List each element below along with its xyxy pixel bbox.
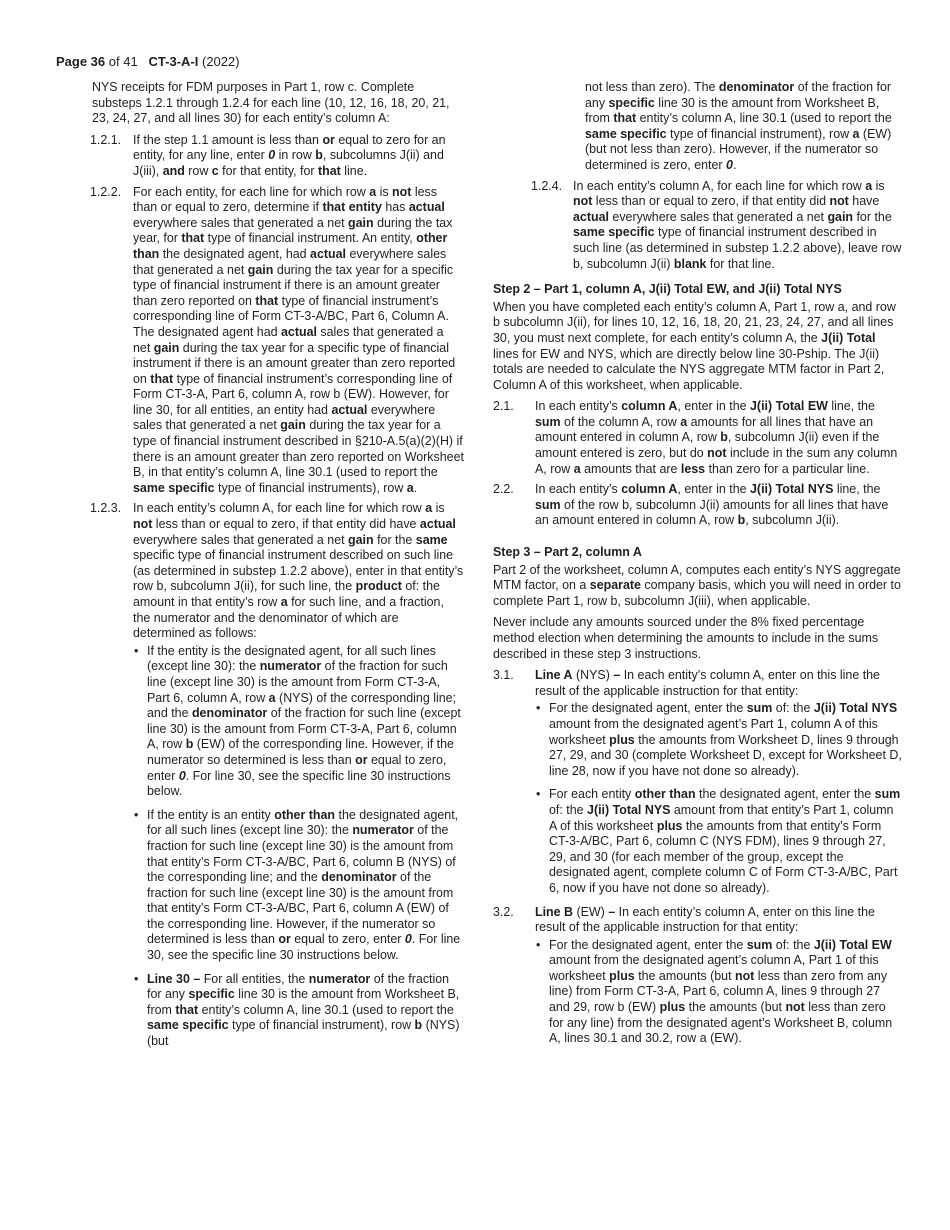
form-year: (2022) [198, 54, 240, 69]
step-2-1: 2.1. In each entity’s column A, enter in the J(ii) Total EW line, the sum of the column A, row a amounts for all lines that have an amount entered in column A, row b, subcolumn J(ii) even if the amount entered is zero, but do not include in the sum any column A, row a amounts that are less than zero for a particular line. [493, 399, 898, 476]
page-header [56, 54, 240, 70]
substep-number: 1.2.2. [90, 184, 122, 199]
step-3-heading: Step 3 – Part 2, column A [493, 545, 642, 560]
step-number: 2.1. [493, 399, 514, 414]
substep-1-2-3: 1.2.3. In each entity’s column A, for each line for which row a is not less than or equal to zero, if that entity did have actual everywhere sales that generated a net gain for the same specific type of financial instrument described on such line (as determined in substep 1.2.2 above), enter in that entity’s row b, subcolumn J(ii), for such line, the product of: the amount in that entity’s row a for such line, and a fraction, the numerator and the denominator of which are determined as follows: • If the entity is the designated agent, for all such lines (except line 30): the numerator of the fraction for such line (except line 30) is the amount from Form CT-3-A, Part 6, column A, row a (NYS) of the corresponding line; and the denominator of the fraction for such line (except line 30) is the amount from Form CT-3-A, Part 6, column A, row b (EW) of the corresponding line. However, if the numerator so determined is less than or equal to zero, enter 0. For line 30, see the specific line 30 instructions below. • If the entity is an entity other than the designated agent, for all such lines (except line 30): the numerator of the fraction for such line (except line 30) is the amount from that entity’s Form CT-3-A/BC, Part 6, column B (NYS) of the corresponding line; and the denominator of the fraction for such line (except line 30) is the amount from that entity’s Form CT-3-A/BC, Part 6, column A (EW) of the corresponding line. However, if the numerator so determined is less than or equal to zero, enter 0. For line 30, see the specific line 30 instructions below. • Line 30 – For all entities, the numerator of the fraction for any specific line 30 is the amount from Worksheet B, from that entity’s column A, line 30.1 (used to report the same specific type of financial instrument), row b (NYS) (but [90, 501, 464, 1049]
substep-1-2-2: 1.2.2. For each entity, for each line for which row a is not less than or equal to zero, determine if that entity has actual everywhere sales that generated a net gain during the tax year, for that type of financial instrument. An entity, other than the designated agent, had actual everywhere sales that generated a net gain during the tax year for a specific type of financial instrument if there is an amount greater than zero reported on that type of financial instrument’s corresponding line of Form CT-3-A/BC, Part 6, Column A. The designated agent had actual sales that generated a net gain during the tax year for a specific type of financial instrument if there is an amount greater than zero reported on that type of financial instrument’s corresponding line of Form CT-3-A, Part 6, column A, row b (EW). However, for line 30, for all entities, an entity had actual everywhere sales that generated a net gain during the tax year for a type of financial instrument described in §210-A.5(a)(2)(H) if there is an amount greater than zero reported on Worksheet B, in that entity’s column A, line 30.1 (used to report the same specific type of financial instruments), row a. [90, 184, 464, 495]
substep-1-2-1: 1.2.1. If the step 1.1 amount is less than or equal to zero for an entity, for any line, enter 0 in row b, subcolumns J(ii) and J(iii), and row c for that entity, for that line. [90, 132, 446, 178]
step-3-para-2: Never include any amounts sourced under the 8% fixed percentage method election when determining the amounts to include in the sums described in these step 3 instructions. [493, 615, 879, 661]
step-2-heading: Step 2 – Part 1, column A, J(ii) Total EW, and J(ii) Total NYS [493, 282, 842, 297]
bullet-designated-agent: • If the entity is the designated agent, for all such lines (except line 30): the numerator of the fraction for such line (except line 30) is the amount from Form CT-3-A, Part 6, column A, row a (NYS) of the corresponding line; and the denominator of the fraction for such line (except line 30) is the amount from Form CT-3-A, Part 6, column A, row b (EW) of the corresponding line. However, if the numerator so determined is less than or equal to zero, enter 0. For line 30, see the specific line 30 instructions below. [147, 644, 464, 800]
step-2-intro: When you have completed each entity’s column A, Part 1, row a, and row b subcolumn J(ii), for lines 10, 12, 16, 18, 20, 21, 23, 24, 27, and all lines 30, you must next complete, for each entity’s column A, the J(ii) Total lines for EW and NYS, which are directly below line 30-Pship. The J(ii) totals are needed to calculate the NYS aggregate MTM factor in Part 2, Column A of this worksheet, when applicable. [493, 299, 896, 392]
page-number: Page 36 [56, 54, 106, 69]
substep-1-2-4: 1.2.4. In each entity’s column A, for each line for which row a is not less than or equal to zero, if that entity did not have actual everywhere sales that generated a net gain for the same specific type of financial instrument described in such line (as determined in substep 1.2.2 above), leave row b, subcolumn J(ii) blank for that line. [531, 178, 902, 271]
substep-number: 1.2.4. [531, 178, 563, 193]
step-number: 2.2. [493, 482, 514, 497]
left-column [92, 80, 464, 1058]
step-3-2: 3.2. Line B (EW) – In each entity’s column A, enter on this line the result of the applicable instruction for that entity: • For the designated agent, enter the sum of: the J(ii) Total EW amount from the designated agent’s column A, Part 1 of this worksheet plus the amounts (but not less than zero from any line) from Form CT-3-A, Part 6, column A, lines 9 through 27 and 29, row b (EW) plus the amounts (but not less than zero for any line) from the designated agent’s Worksheet B, column A, lines 30.1 and 30.2, row a (EW). [493, 905, 903, 1047]
step-3-1: 3.1. Line A (NYS) – In each entity’s column A, enter on this line the result of the applicable instruction for that entity: • For the designated agent, enter the sum of: the J(ii) Total NYS amount from the designated agent’s Part 1, column A of this worksheet plus the amounts from Worksheet D, lines 9 through 27, 29, and 30 (complete Worksheet D, except for Worksheet D, line 28, now if you have not done so already). • For each entity other than the designated agent, enter the sum of: the J(ii) Total NYS amount from that entity’s Part 1, column A of this worksheet plus the amounts from that entity’s Form CT-3-A/BC, Part 6, column C (NYS FDM), lines 9 through 27, 29, and 30 (for each member of the group, except the designated agent, complete column C of Form CT-3-A/BC, Part 6, now if you have not done so already). [493, 668, 903, 896]
bullet-3-2-designated: • For the designated agent, enter the sum of: the J(ii) Total EW amount from the designated agent’s column A, Part 1 of this worksheet plus the amounts (but not less than zero from any line) from Form CT-3-A, Part 6, column A, lines 9 through 27 and 29, row b (EW) plus the amounts (but not less than zero for any line) from the designated agent’s Worksheet B, column A, lines 30.1 and 30.2, row a (EW). [549, 938, 903, 1047]
step-2-2: 2.2. In each entity’s column A, enter in the J(ii) Total NYS line, the sum of the row b, subcolumn J(ii) amounts for all lines that have an amount entered in column A, row b, subcolumn J(ii). [493, 482, 889, 528]
left-intro: NYS receipts for FDM purposes in Part 1, row c. Complete substeps 1.2.1 through 1.2.4 for each line (10, 12, 16, 18, 20, 21, 23, 24, 27, and all lines 30) for each entity’s column A: [92, 80, 450, 126]
step-3-para-1: Part 2 of the worksheet, column A, computes each entity’s NYS aggregate MTM factor, on a separate company basis, which you will need in order to complete Part 1, row b, subcolumn J(iii), when applicable. [493, 562, 901, 608]
bullet-3-1-designated: • For the designated agent, enter the sum of: the J(ii) Total NYS amount from the designated agent’s Part 1, column A of this worksheet plus the amounts from Worksheet D, lines 9 through 27, 29, and 30 (complete Worksheet D, except for Worksheet D, line 28, now if you have not done so already). [549, 701, 903, 779]
line-30-continuation: not less than zero). The denominator of the fraction for any specific line 30 is the amount from Worksheet B, from that entity’s column A, line 30.1 (used to report the same specific type of financial instrument), row a (EW) (but not less than zero). However, if the numerator so determined is zero, enter 0. [585, 80, 892, 172]
page-total: of 41 [105, 54, 138, 69]
substep-number: 1.2.1. [90, 132, 122, 147]
bullet-line-30: • Line 30 – For all entities, the numerator of the fraction for any specific line 30 is the amount from Worksheet B, from that entity’s column A, line 30.1 (used to report the same specific type of financial instrument), row b (NYS) (but [147, 972, 464, 1050]
right-column [493, 80, 903, 1055]
step-number: 3.1. [493, 668, 514, 683]
form-code: CT-3-A-I [148, 54, 199, 69]
step-number: 3.2. [493, 904, 514, 919]
bullet-other-entity: • If the entity is an entity other than the designated agent, for all such lines (except line 30): the numerator of the fraction for such line (except line 30) is the amount from that entity’s Form CT-3-A/BC, Part 6, column B (NYS) of the corresponding line; and the denominator of the fraction for such line (except line 30) is the amount from that entity’s Form CT-3-A/BC, Part 6, column A (EW) of the corresponding line. However, if the numerator so determined is less than or equal to zero, enter 0. For line 30, see the specific line 30 instructions below. [147, 808, 464, 964]
substep-number: 1.2.3. [90, 501, 122, 516]
bullet-3-1-other: • For each entity other than the designated agent, enter the sum of: the J(ii) Total NYS amount from that entity’s Part 1, column A of this worksheet plus the amounts from that entity’s Form CT-3-A/BC, Part 6, column C (NYS FDM), lines 9 through 27, 29, and 30 (for each member of the group, except the designated agent, complete column C of Form CT-3-A/BC, Part 6, now if you have not done so already). [549, 787, 903, 896]
